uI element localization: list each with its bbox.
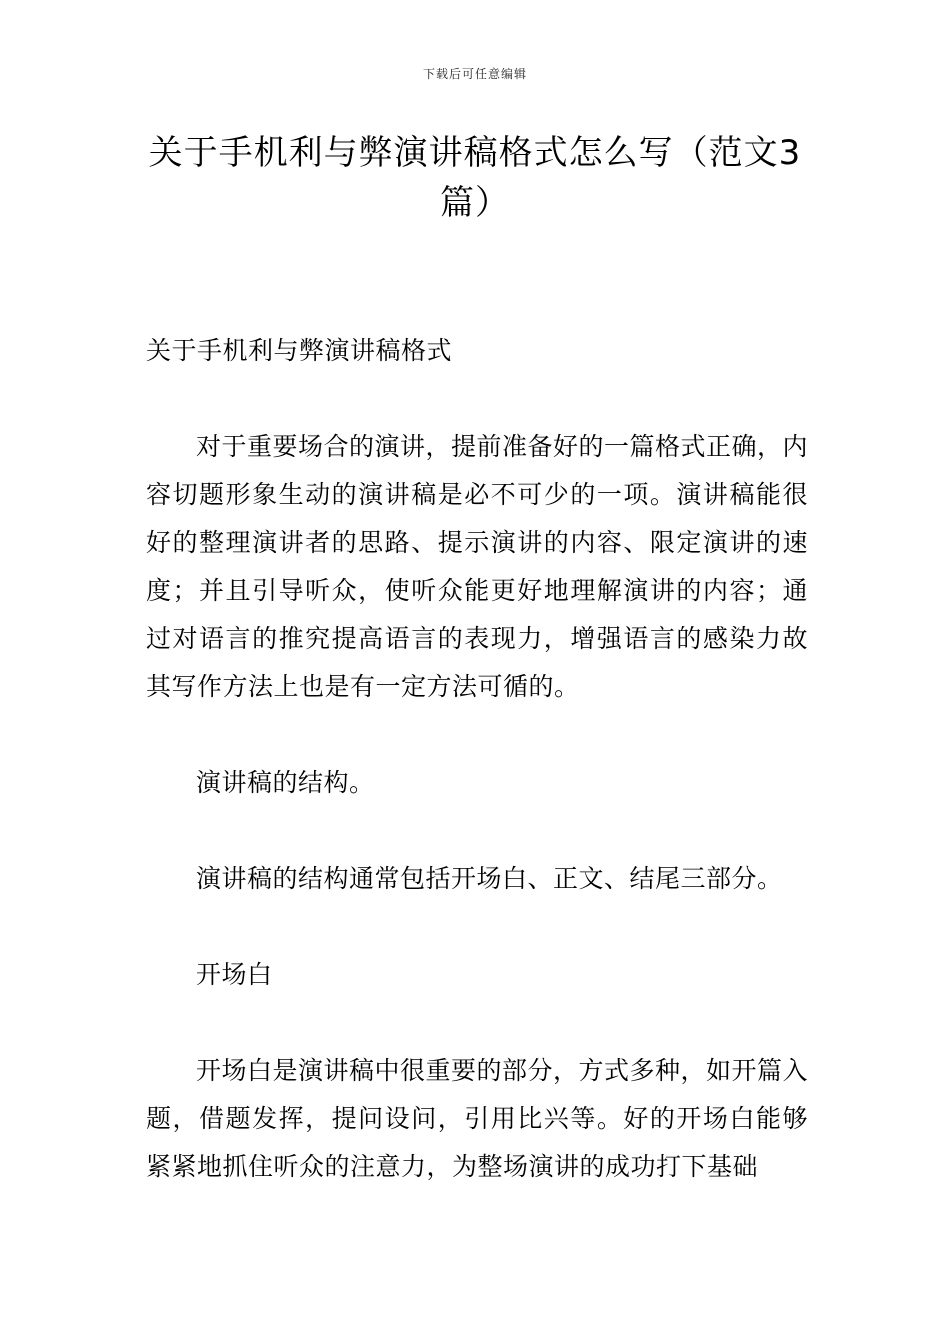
paragraph-opening-heading: 开场白	[196, 960, 273, 989]
paragraph-structure-heading: 演讲稿的结构。	[196, 768, 375, 797]
paragraph-intro: 对于重要场合的演讲，提前准备好的一篇格式正确，内容切题形象生动的演讲稿是必不可少的一项。演讲稿能很好的整理演讲者的思路、提示演讲的内容、限定演讲的速度；并且引导听众，使听众能更好地理解演讲的内容；通过对语言的推究提高语言的表现力，增强语言的感染力故其写作方法上也是有一定方法可循的。	[146, 432, 809, 701]
document-body	[146, 327, 808, 1191]
section-heading: 关于手机利与弊演讲稿格式	[146, 336, 453, 365]
document-title: 关于手机利与弊演讲稿格式怎么写（范文3篇）	[148, 133, 802, 223]
header-note: 下载后可任意编辑	[422, 67, 527, 81]
paragraph-opening-body: 开场白是演讲稿中很重要的部分，方式多种，如开篇入题，借题发挥，提问设问，引用比兴等。好的开场白能够紧紧地抓住听众的注意力，为整场演讲的成功打下基础	[146, 1056, 809, 1181]
paragraph-structure-parts: 演讲稿的结构通常包括开场白、正文、结尾三部分。	[196, 864, 783, 893]
